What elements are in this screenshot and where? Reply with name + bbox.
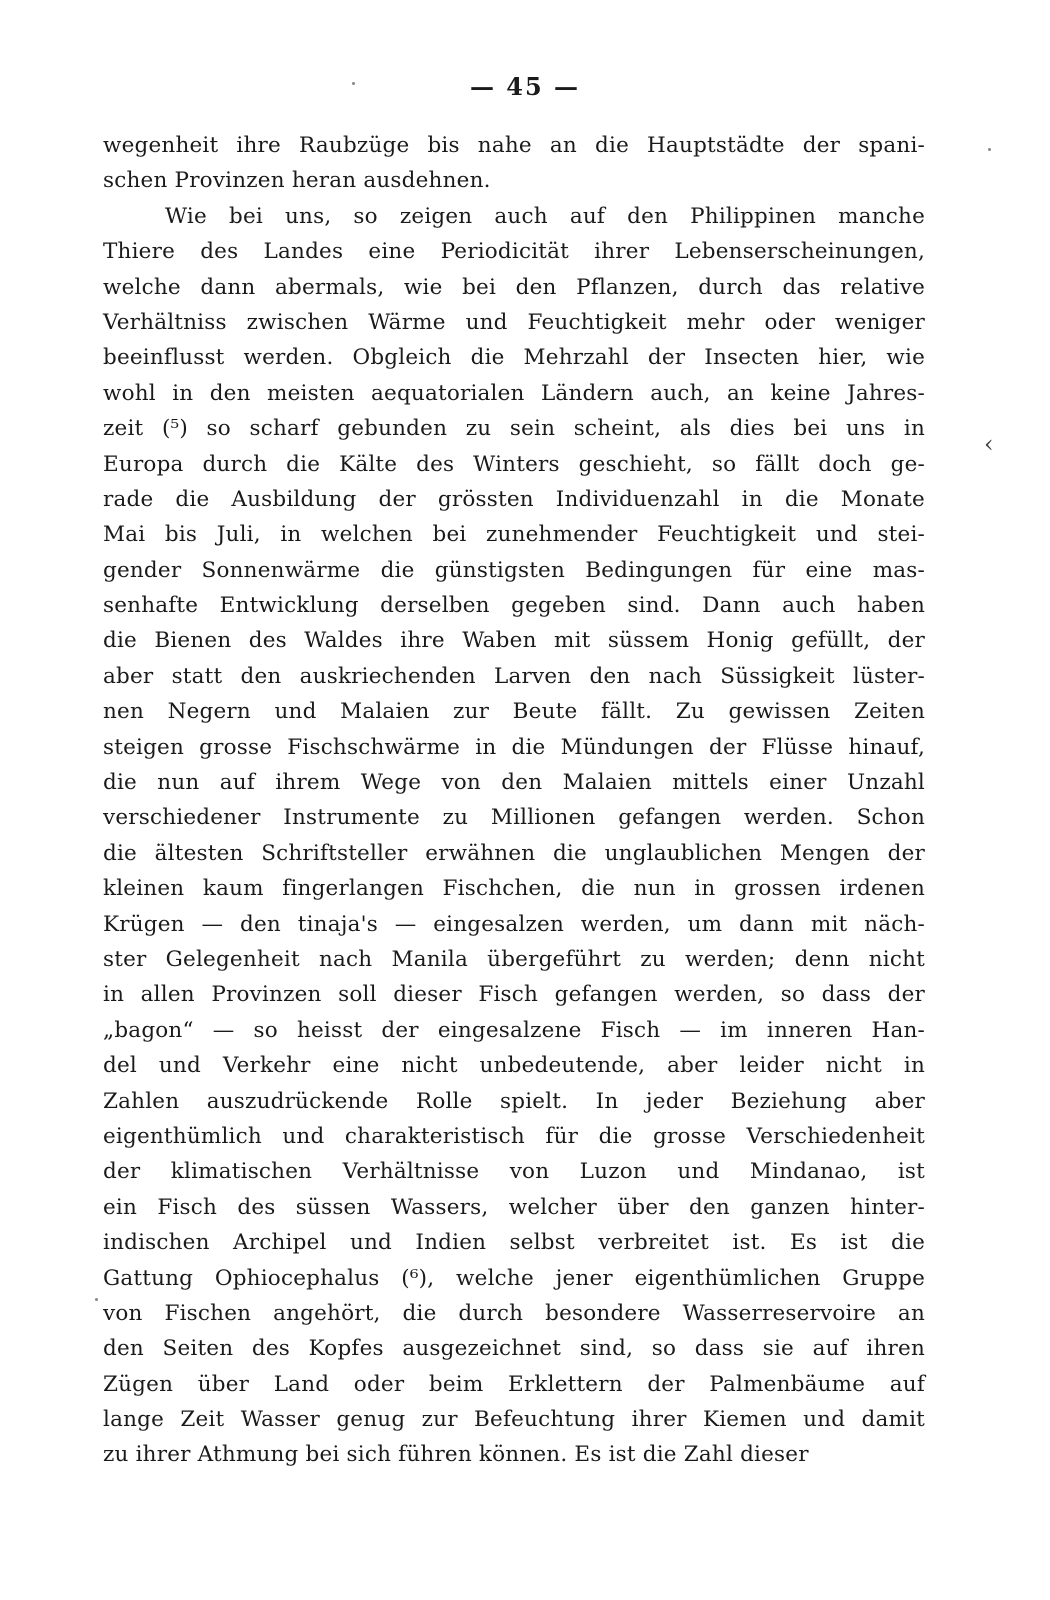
text-line: senhafte Entwicklung derselben gegeben sind. Dann auch haben — [103, 593, 925, 619]
text-line: Wie bei uns, so zeigen auch auf den Philippinen manche — [165, 203, 925, 229]
text-line: zeit (⁵) so scharf gebunden zu sein scheint, als dies bei uns in — [103, 416, 925, 442]
text-line: „bagon“ — so heisst der eingesalzene Fisch — im inneren Han- — [103, 1017, 925, 1043]
text-line: lange Zeit Wasser genug zur Befeuchtung ihrer Kiemen und damit — [103, 1407, 925, 1433]
text-line: Europa durch die Kälte des Winters geschieht, so fällt doch ge- — [103, 451, 925, 477]
text-line: steigen grosse Fischschwärme in die Mündungen der Flüsse hinauf, — [103, 734, 925, 760]
text-line: aber statt den auskriechenden Larven den nach Süssigkeit lüster- — [103, 663, 925, 689]
text-line: rade die Ausbildung der grössten Individuenzahl in die Monate — [103, 486, 925, 512]
text-line: beeinflusst werden. Obgleich die Mehrzahl der Insecten hier, wie — [103, 345, 925, 371]
text-line: nen Negern und Malaien zur Beute fällt. Zu gewissen Zeiten — [103, 699, 925, 725]
text-line: schen Provinzen heran ausdehnen. — [103, 168, 491, 194]
text-line: Zügen über Land oder beim Erklettern der Palmenbäume auf — [103, 1371, 925, 1397]
text-line: die Bienen des Waldes ihre Waben mit süssem Honig gefüllt, der — [103, 628, 925, 654]
text-line: Krügen — den tinaja's — eingesalzen werden, um dann mit näch- — [103, 911, 925, 937]
text-line: der klimatischen Verhältnisse von Luzon und Mindanao, ist — [103, 1159, 925, 1185]
text-line: Mai bis Juli, in welchen bei zunehmender Feuchtigkeit und stei- — [103, 522, 925, 548]
print-speck — [988, 148, 991, 151]
text-line: welche dann abermals, wie bei den Pflanzen, durch das relative — [103, 274, 925, 300]
text-line: gender Sonnenwärme die günstigsten Bedingungen für eine mas- — [103, 557, 925, 583]
text-line: Gattung Ophiocephalus (⁶), welche jener eigenthümlichen Gruppe — [103, 1265, 925, 1291]
page-number: — 45 — — [469, 72, 581, 101]
body-text — [103, 128, 925, 1473]
text-line: indischen Archipel und Indien selbst verbreitet ist. Es ist die — [103, 1230, 925, 1256]
text-line: den Seiten des Kopfes ausgezeichnet sind, so dass sie auf ihren — [103, 1336, 925, 1362]
text-line: in allen Provinzen soll dieser Fisch gefangen werden, so dass der — [103, 982, 925, 1008]
text-line: Verhältniss zwischen Wärme und Feuchtigkeit mehr oder weniger — [103, 309, 925, 335]
print-speck — [352, 82, 355, 85]
text-line: eigenthümlich und charakteristisch für die grosse Verschiedenheit — [103, 1123, 925, 1149]
text-line: verschiedener Instrumente zu Millionen gefangen werden. Schon — [103, 805, 925, 831]
text-line: Zahlen auszudrückende Rolle spielt. In jeder Beziehung aber — [103, 1088, 925, 1114]
text-line: die ältesten Schriftsteller erwähnen die unglaublichen Mengen der — [103, 840, 925, 866]
text-line: kleinen kaum fingerlangen Fischchen, die nun in grossen irdenen — [103, 876, 925, 902]
text-line: Thiere des Landes eine Periodicität ihrer Lebenserscheinungen, — [103, 239, 925, 265]
text-line: wohl in den meisten aequatorialen Ländern auch, an keine Jahres- — [103, 380, 925, 406]
text-line: von Fischen angehört, die durch besondere Wasserreservoire an — [103, 1300, 925, 1326]
text-line: del und Verkehr eine nicht unbedeutende, aber leider nicht in — [103, 1053, 925, 1079]
print-speck — [95, 1298, 98, 1301]
text-line: wegenheit ihre Raubzüge bis nahe an die Hauptstädte der spani- — [103, 133, 925, 158]
text-line: die nun auf ihrem Wege von den Malaien mittels einer Unzahl — [103, 770, 925, 796]
text-line: ster Gelegenheit nach Manila übergeführt zu werden; denn nicht — [103, 946, 925, 972]
margin-mark: ‹ — [984, 430, 994, 458]
text-line: ein Fisch des süssen Wassers, welcher über den ganzen hinter- — [103, 1194, 925, 1220]
text-line: zu ihrer Athmung bei sich führen können. Es ist die Zahl dieser — [103, 1442, 809, 1468]
